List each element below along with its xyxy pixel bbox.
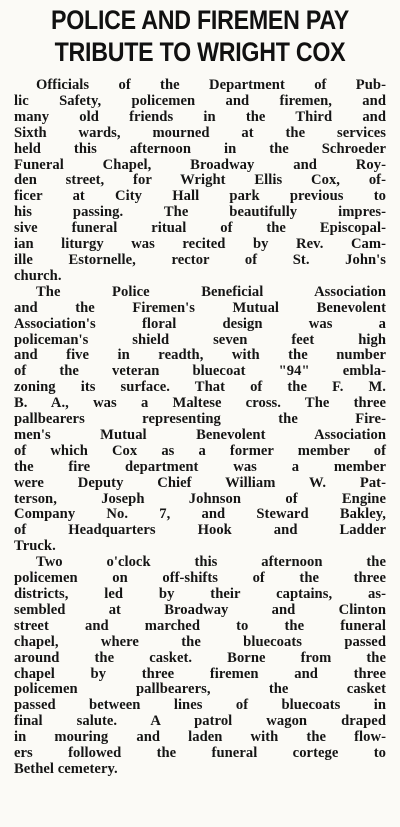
headline-line: POLICE AND FIREMEN PAY — [51, 5, 349, 35]
text-line: ers followed the funeral cortege to — [14, 745, 386, 762]
text-line: Sixth wards, mourned at the services — [14, 124, 386, 141]
text-line: chapel by three firemen and three — [14, 665, 386, 682]
text-line: the fire department was a member — [14, 458, 386, 475]
text-line: The Police Beneficial Association — [36, 283, 386, 300]
text-line: zoning its surface. That of the F. M. — [14, 379, 386, 396]
paragraph-1 — [14, 78, 386, 285]
text-line: policeman's shield seven feet high — [14, 331, 386, 348]
text-line: many old friends in the Third and — [14, 108, 386, 125]
text-line: ian liturgy was recited by Rev. Cam- — [14, 236, 386, 253]
text-line: of Headquarters Hook and Ladder — [14, 522, 386, 539]
text-line: passed between lines of bluecoats in — [14, 697, 386, 714]
text-line: Association's floral design was a — [14, 315, 386, 332]
text-line: Two o'clock this afternoon the — [36, 554, 386, 571]
text-line: Bethel cemetery. — [14, 760, 118, 777]
article-body — [14, 78, 386, 778]
headline-line: TRIBUTE TO WRIGHT COX — [54, 37, 346, 67]
text-line: Officials of the Department of Pub- — [36, 77, 386, 93]
text-line: B. A., was a Maltese cross. The three — [14, 395, 386, 412]
text-line: church. — [14, 267, 62, 284]
text-line: policemen on off-shifts of the three — [14, 570, 386, 587]
text-line: Truck. — [14, 538, 56, 555]
text-line: held this afternoon in the Schroeder — [14, 140, 386, 157]
text-line: of the veteran bluecoat "94" embla- — [14, 363, 386, 380]
text-line: den street, for Wright Ellis Cox, of- — [14, 172, 386, 189]
text-line: pallbearers representing the Fire- — [14, 411, 386, 428]
text-line: ficer at City Hall park previous to — [14, 188, 386, 205]
text-line: in mouring and laden with the flow- — [14, 729, 386, 746]
text-line: ille Estornelle, rector of St. John's — [14, 251, 386, 268]
text-line: Funeral Chapel, Broadway and Roy- — [14, 156, 386, 173]
text-line: of which Cox as a former member of — [14, 442, 386, 459]
text-line: lic Safety, policemen and firemen, and — [14, 92, 386, 109]
text-line: street and marched to the funeral — [14, 617, 386, 634]
paragraph-2 — [14, 285, 386, 555]
text-line: Company No. 7, and Steward Bakley, — [14, 506, 386, 523]
text-line: sive funeral ritual of the Episcopal- — [14, 220, 386, 237]
paragraph-3 — [14, 555, 386, 778]
text-line: sembled at Broadway and Clinton — [14, 601, 386, 618]
text-line: chapel, where the bluecoats passed — [14, 633, 386, 650]
text-line: terson, Joseph Johnson of Engine — [14, 490, 386, 507]
text-line: around the casket. Borne from the — [14, 649, 386, 666]
text-line: final salute. A patrol wagon draped — [14, 713, 386, 730]
text-line: men's Mutual Benevolent Association — [14, 426, 386, 443]
headline — [40, 4, 360, 68]
text-line: and five in readth, with the number — [14, 347, 386, 364]
text-line: and the Firemen's Mutual Benevolent — [14, 299, 386, 316]
text-line: his passing. The beautifully impres- — [14, 204, 386, 221]
text-line: districts, led by their captains, as- — [14, 586, 386, 602]
text-line: policemen pallbearers, the casket — [14, 681, 386, 698]
text-line: were Deputy Chief William W. Pat- — [14, 474, 386, 491]
